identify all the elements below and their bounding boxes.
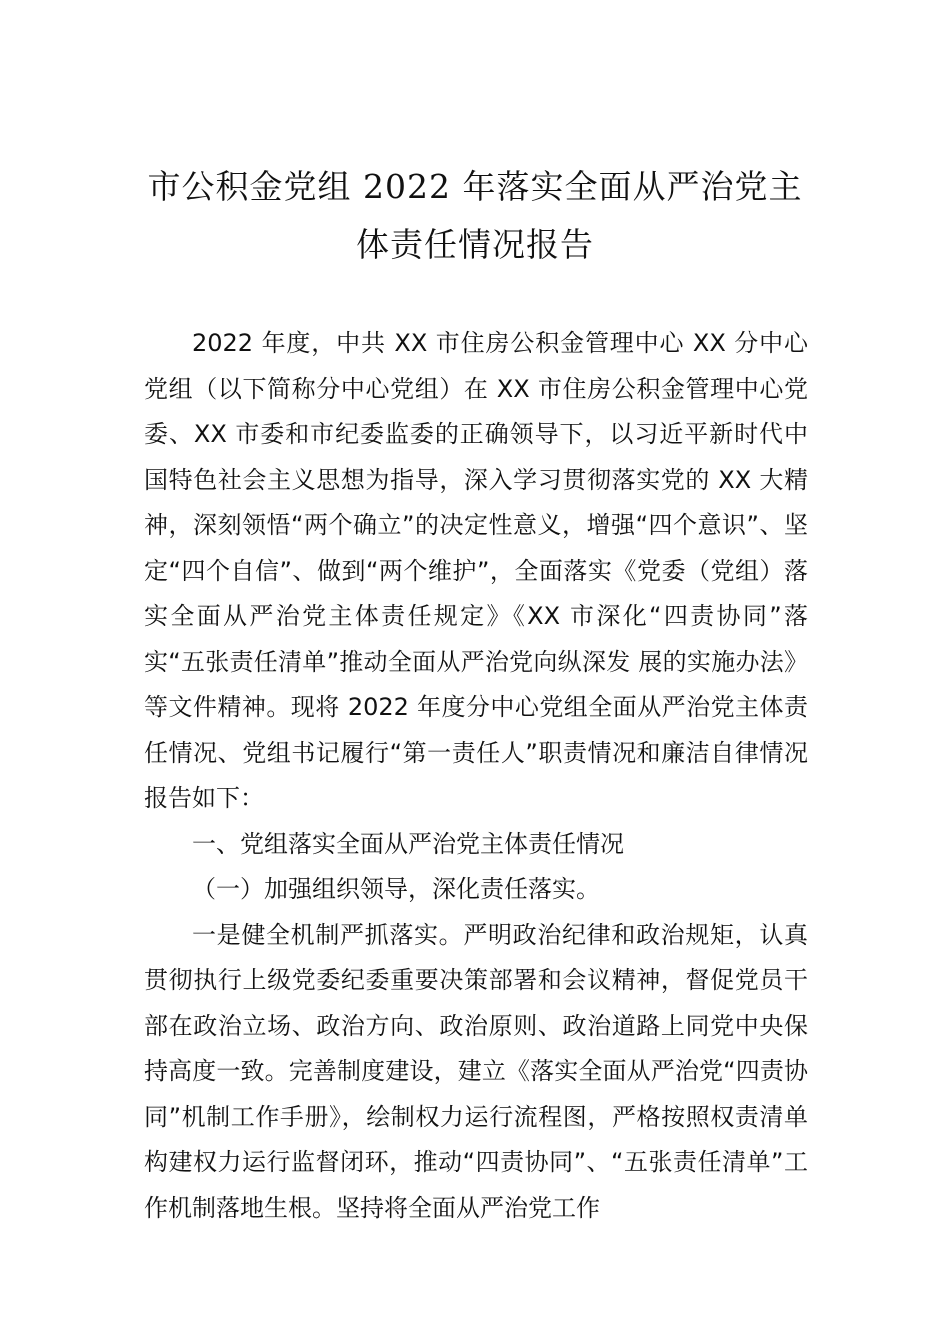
title-line-2: 体责任情况报告 — [356, 225, 594, 264]
title-line-1: 市公积金党组 2022 年落实全面从严治党主 — [147, 167, 803, 206]
section-heading: 一、党组落实全面从严治党主体责任情况 — [192, 829, 624, 858]
document-title — [130, 158, 820, 274]
body-paragraph: 一是健全机制严抓落实。严明政治纪律和政治规矩，认真贯彻执行上级党委纪委重要决策部署和会议精神，督促党员干部在政治立场、政治方向、政治原则、政治道路上同党中央保持高度一致。完善制度建设，建立《落实全面从严治党“四责协同”机制工作手册》，绘制权力运行流程图，严格按照权责清单构建权力运行监督闭环，推动“四责协同”、“五张责任清单”工作机制落地生根。坚持将全面从严治党工作 — [144, 920, 808, 1222]
intro-paragraph: 2022 年度，中共 XX 市住房公积金管理中心 XX 分中心党组（以下简称分中心党组）在 XX 市住房公积金管理中心党委、XX 市委和市纪委监委的正确领导下，以习近平新时代中国特色社会主义思想为指导，深入学习贯彻落实党的 XX 大精神，深刻领悟“两个确立”的决定性意义，增强“四个意识”、坚定“四个自信”、做到“两个维护”，全面落实《党委（党组）落实全面从严治党主体责任规定》《XX 市深化“四责协同”落实“五张责任清单”推动全面从严治党向纵深发 展的实施办法》等文件精神。现将 2022 年度分中心党组全面从严治党主体责任情况、党组书记履行“第一责任人”职责情况和廉洁自律情况报告如下： — [144, 329, 808, 812]
subsection-heading: （一）加强组织领导，深化责任落实。 — [192, 875, 600, 903]
document-body — [144, 321, 808, 1231]
